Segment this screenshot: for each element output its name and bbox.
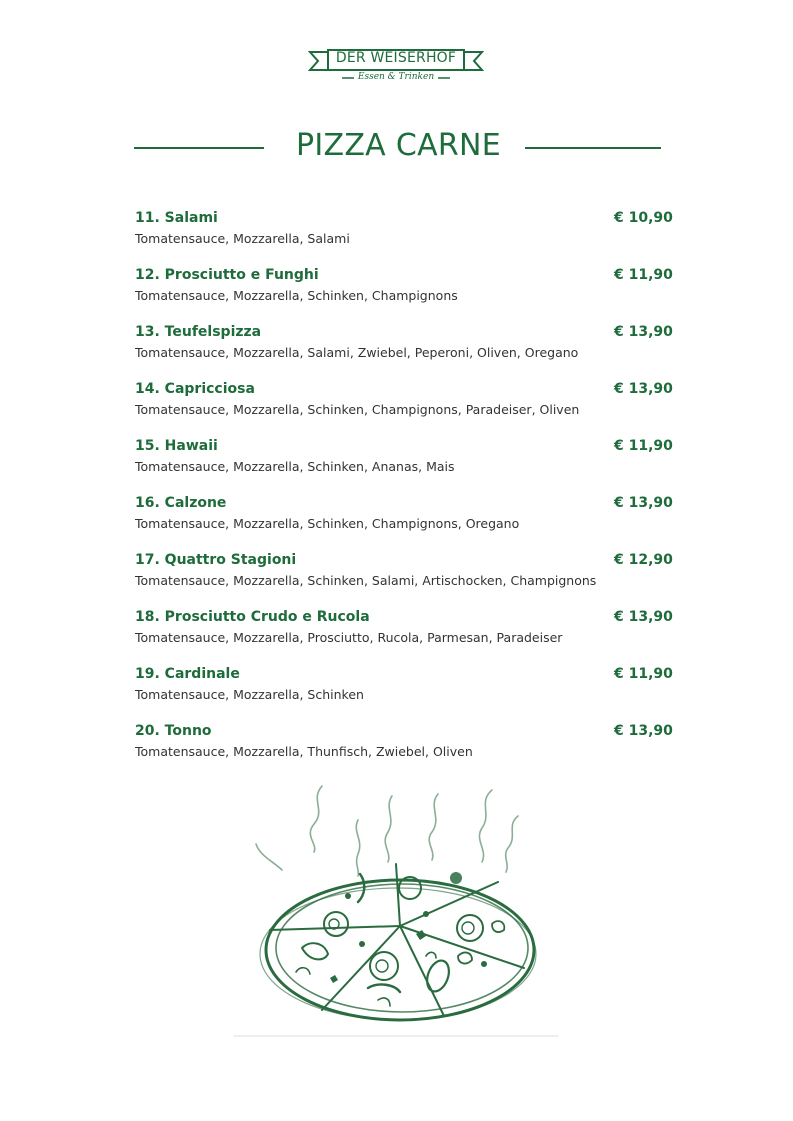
menu-item-name: 16. Calzone	[135, 495, 227, 511]
logo-tagline: Essen & Trinken	[357, 72, 435, 82]
menu-item-name: 15. Hawaii	[135, 438, 218, 454]
menu-item-description: Tomatensauce, Mozzarella, Prosciutto, Rucola, Parmesan, Paradeiser	[135, 630, 563, 645]
menu-item	[135, 267, 675, 324]
menu-item	[135, 552, 675, 609]
menu-item-description: Tomatensauce, Mozzarella, Schinken, Ananas, Mais	[135, 459, 455, 474]
logo-name: DER WEISERHOF	[335, 50, 457, 66]
pizza-illustration	[230, 778, 562, 1040]
menu-item-description: Tomatensauce, Mozzarella, Schinken	[135, 687, 364, 702]
menu-item-name: 18. Prosciutto Crudo e Rucola	[135, 609, 370, 625]
restaurant-logo	[308, 48, 484, 88]
section-header	[134, 128, 661, 168]
menu-item	[135, 666, 675, 723]
menu-item-name: 14. Capricciosa	[135, 381, 255, 397]
menu-item-description: Tomatensauce, Mozzarella, Thunfisch, Zwiebel, Oliven	[135, 744, 473, 759]
menu-item-price: € 11,90	[614, 666, 673, 682]
title-divider-right	[525, 147, 661, 149]
menu-item-name: 17. Quattro Stagioni	[135, 552, 297, 568]
menu-item-name: 13. Teufelspizza	[135, 324, 262, 340]
menu-item-name: 20. Tonno	[135, 723, 212, 739]
menu-item	[135, 381, 675, 438]
menu-item-price: € 11,90	[614, 267, 673, 283]
menu-item-description: Tomatensauce, Mozzarella, Schinken, Salami, Artischocken, Champignons	[135, 573, 597, 588]
menu-item-price: € 11,90	[614, 438, 673, 454]
menu-item-description: Tomatensauce, Mozzarella, Schinken, Champignons, Paradeiser, Oliven	[135, 402, 580, 417]
menu-item	[135, 495, 675, 552]
menu-item-price: € 13,90	[614, 495, 673, 511]
menu-item-price: € 13,90	[614, 324, 673, 340]
menu-item-description: Tomatensauce, Mozzarella, Schinken, Champignons, Oregano	[135, 516, 520, 531]
menu-item-price: € 13,90	[614, 381, 673, 397]
page-title: PIZZA CARNE	[295, 128, 502, 163]
menu-item	[135, 438, 675, 495]
menu-item-description: Tomatensauce, Mozzarella, Salami, Zwiebel, Peperoni, Oliven, Oregano	[135, 345, 579, 360]
menu-item-price: € 13,90	[614, 723, 673, 739]
menu-item-name: 12. Prosciutto e Funghi	[135, 267, 319, 283]
menu-item-description: Tomatensauce, Mozzarella, Salami	[135, 231, 350, 246]
menu-item	[135, 210, 675, 267]
menu-item-name: 11. Salami	[135, 210, 218, 226]
menu-item	[135, 609, 675, 666]
pizza-sketch-icon	[230, 778, 562, 1040]
menu-item-price: € 12,90	[614, 552, 673, 568]
menu-item	[135, 324, 675, 381]
menu-item-name: 19. Cardinale	[135, 666, 240, 682]
menu-item-description: Tomatensauce, Mozzarella, Schinken, Champignons	[135, 288, 458, 303]
menu-item-price: € 10,90	[614, 210, 673, 226]
menu-list	[135, 210, 675, 780]
menu-item	[135, 723, 675, 780]
menu-item-price: € 13,90	[614, 609, 673, 625]
